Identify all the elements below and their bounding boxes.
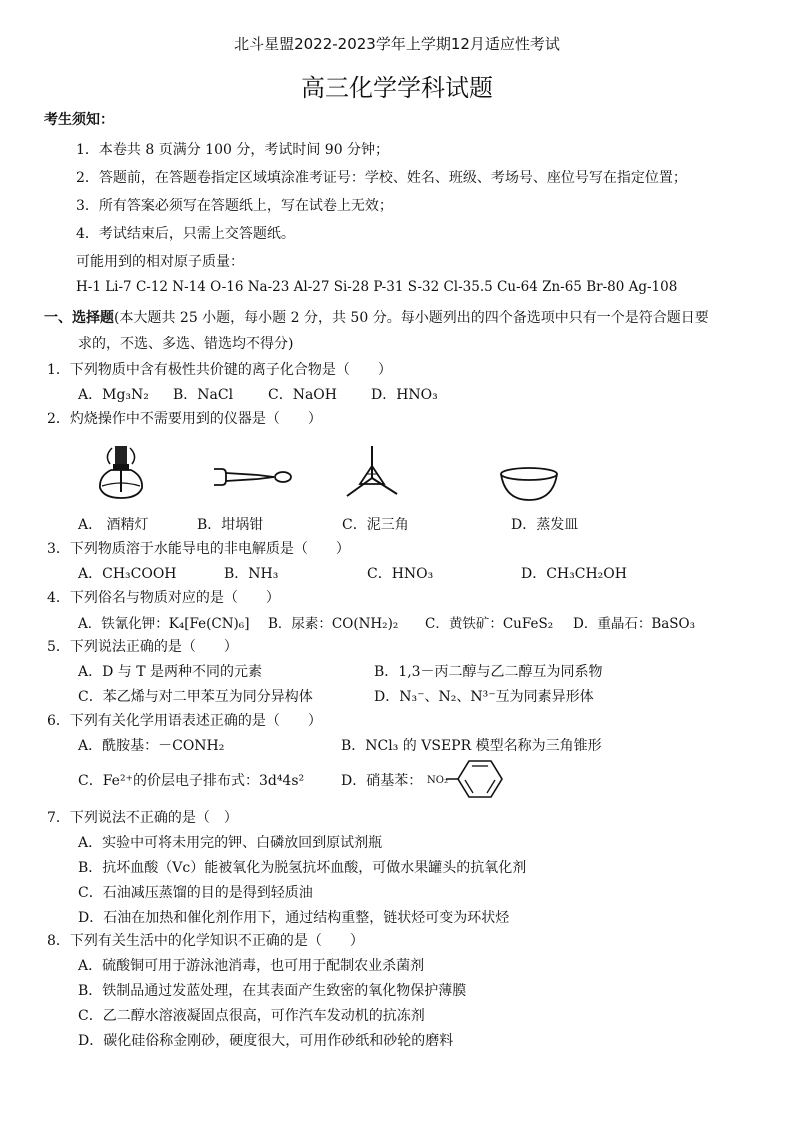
q5-option-c: C．苯乙烯与对二甲苯互为同分异构体 — [78, 689, 313, 705]
q5-option-b: B．1,3－丙二醇与乙二醇互为同系物 — [374, 664, 603, 680]
section1-desc-line2: 求的，不选、多选、错选均不得分) — [78, 336, 294, 352]
section1-desc: (本大题共 25 小题，每小题 2 分，共 50 分。每小题列出的四个备选项中只有一个是符合题日要 — [114, 310, 709, 326]
q7-option-c: C．石油减压蒸馏的目的是得到轻质油 — [78, 885, 313, 901]
q3-option-b: B．NH₃ — [224, 566, 279, 582]
clay-triangle-icon — [343, 444, 401, 500]
q1-option-d: D．HNO₃ — [371, 387, 438, 403]
q3-option-c: C．HNO₃ — [367, 566, 434, 582]
q6-option-b: B．NCl₃ 的 VSEPR 模型名称为三角锥形 — [341, 738, 602, 754]
notice-item-2: 2．答题前，在答题卷指定区域填涂准考证号：学校、姓名、班级、考场号、座位号写在指定位置； — [76, 170, 687, 186]
benzene-ring-icon — [446, 758, 506, 800]
q4-stem: 4．下列俗名与物质对应的是（ ） — [47, 590, 280, 606]
crucible-tongs-icon — [212, 464, 292, 490]
section1-desc-line1 — [44, 307, 709, 327]
q5-option-d: D．N₃⁻、N₂、N³⁻互为同素异形体 — [374, 689, 594, 705]
q7-option-a: A．实验中可将未用完的钾、白磷放回到原试剂瓶 — [78, 835, 383, 851]
q2-option-c: C．泥三角 — [342, 517, 409, 533]
q5-option-a: A．D 与 T 是两种不同的元素 — [78, 664, 263, 680]
q6-stem: 6．下列有关化学用语表述正确的是（ ） — [47, 713, 322, 729]
q6-option-c: C．Fe²⁺的价层电子排布式：3d⁴4s² — [78, 773, 305, 789]
notice-item-3: 3．所有答案必须写在答题纸上，写在试卷上无效； — [76, 198, 393, 214]
evaporating-dish-icon — [499, 466, 559, 502]
nitro-group-label: NO₂ — [427, 775, 448, 786]
q7-option-d: D．石油在加热和催化剂作用下，通过结构重整，链状烃可变为环状烃 — [78, 910, 510, 926]
q8-option-a: A．硫酸铜可用于游泳池消毒，也可用于配制农业杀菌剂 — [78, 958, 425, 974]
q4-option-c: C．黄铁矿：CuFeS₂ — [425, 616, 554, 632]
q2-option-b: B．坩埚钳 — [197, 517, 264, 533]
q8-option-d: D．碳化硅俗称金刚砂，硬度很大，可用作砂纸和砂轮的磨料 — [78, 1033, 454, 1049]
q4-option-a: A．铁氰化钾：K₄[Fe(CN)₆] — [78, 616, 250, 632]
exam-header: 北斗星盟2022-2023学年上学期12月适应性考试 — [234, 35, 560, 53]
q7-stem: 7．下列说法不正确的是（ ） — [47, 810, 238, 826]
section1-title: 一、选择题 — [44, 310, 114, 326]
q8-option-b: B．铁制品通过发蓝处理，在其表面产生致密的氧化物保护薄膜 — [78, 983, 467, 999]
atomic-masses: H-1 Li-7 C-12 N-14 O-16 Na-23 Al-27 Si-28 P-31 S-32 Cl-35.5 Cu-64 Zn-65 Br-80 Ag-108 — [76, 279, 678, 295]
q3-stem: 3．下列物质溶于水能导电的非电解质是（ ） — [47, 541, 350, 557]
q4-option-b: B．尿素：CO(NH₂)₂ — [268, 616, 399, 632]
q3-option-d: D．CH₃CH₂OH — [521, 566, 627, 582]
notice-heading: 考生须知： — [44, 112, 114, 128]
alcohol-lamp-icon — [96, 440, 146, 500]
q2-option-d: D．蒸发皿 — [511, 517, 579, 533]
q6-option-d: D．硝基苯： — [341, 773, 423, 789]
notice-item-1: 1．本卷共 8 页满分 100 分，考试时间 90 分钟； — [76, 142, 390, 158]
q2-option-a: A． 酒精灯 — [78, 517, 149, 533]
q5-stem: 5．下列说法正确的是（ ） — [47, 639, 238, 655]
q7-option-b: B．抗坏血酸（Vc）能被氧化为脱氢抗坏血酸，可做水果罐头的抗氧化剂 — [78, 860, 527, 876]
q1-option-c: C．NaOH — [268, 387, 337, 403]
q1-stem: 1．下列物质中含有极性共价键的离子化合物是（ ） — [47, 362, 392, 378]
q2-stem: 2．灼烧操作中不需要用到的仪器是（ ） — [47, 411, 322, 427]
q8-stem: 8．下列有关生活中的化学知识不正确的是（ ） — [47, 933, 364, 949]
page-title: 高三化学学科试题 — [301, 74, 493, 102]
q8-option-c: C．乙二醇水溶液凝固点很高，可作汽车发动机的抗冻剂 — [78, 1008, 425, 1024]
q3-option-a: A．CH₃COOH — [78, 566, 177, 582]
q6-option-a: A．酰胺基：－CONH₂ — [78, 738, 225, 754]
notice-item-4: 4．考试结束后，只需上交答题纸。 — [76, 226, 295, 242]
mass-label: 可能用到的相对原子质量： — [76, 254, 244, 270]
q1-option-a: A．Mg₃N₂ — [78, 387, 149, 403]
q1-option-b: B．NaCl — [173, 387, 234, 403]
q4-option-d: D．重晶石：BaSO₃ — [573, 616, 696, 632]
